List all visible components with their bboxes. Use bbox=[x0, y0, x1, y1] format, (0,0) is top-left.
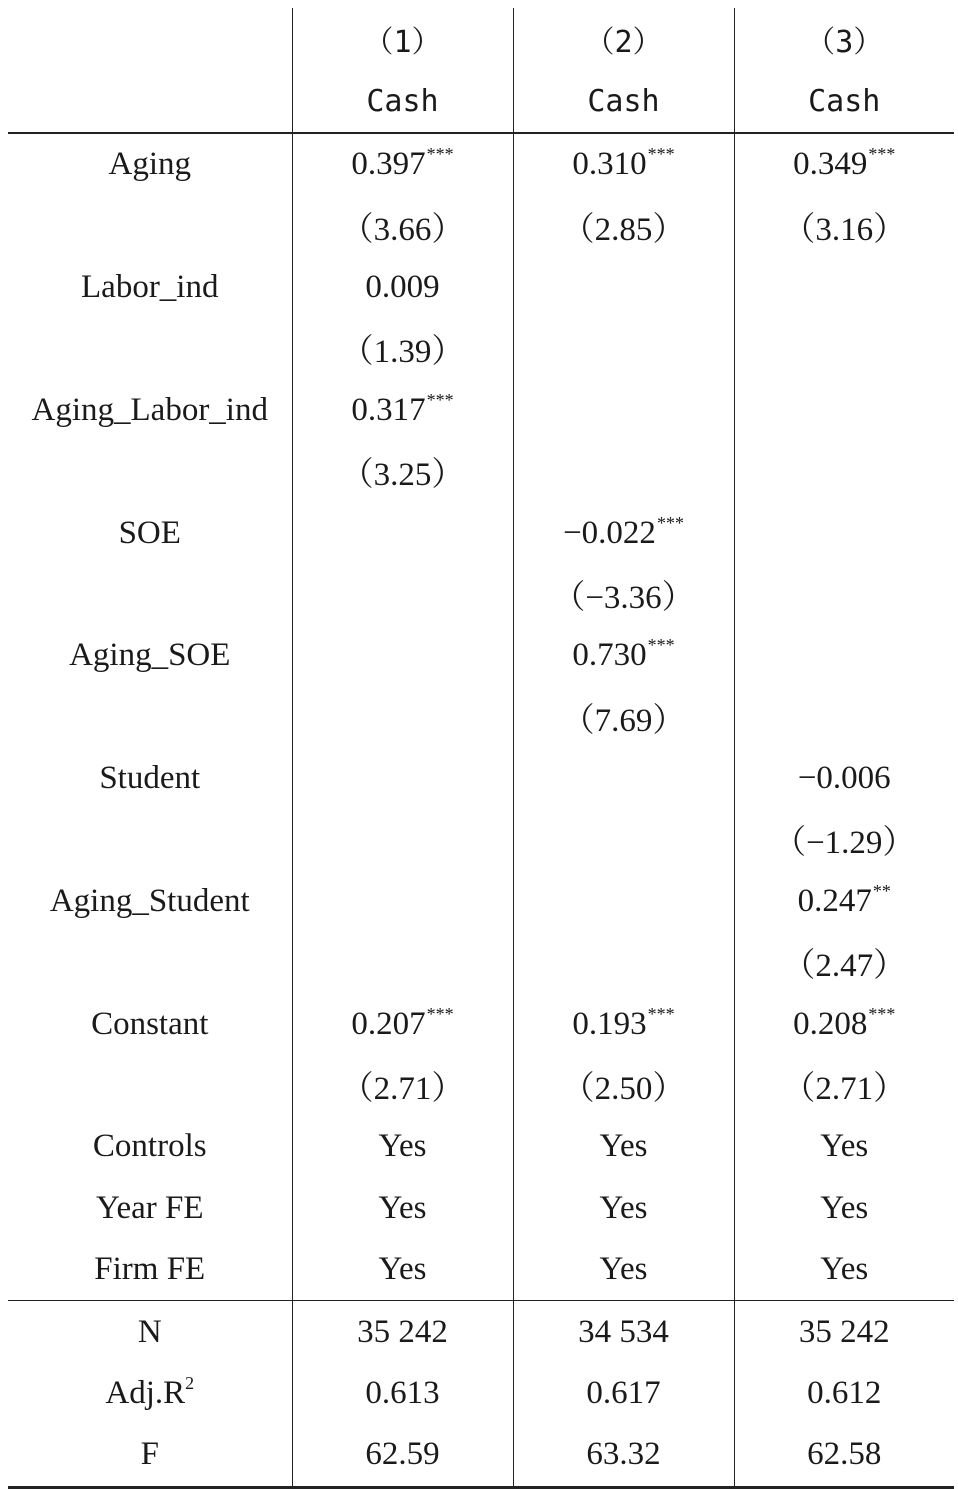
table-row bbox=[8, 1239, 954, 1301]
stat-col-1 bbox=[292, 1363, 513, 1424]
table-row bbox=[8, 257, 954, 318]
table-row bbox=[8, 380, 954, 441]
cell-col-3-value: 0.208 bbox=[793, 1005, 868, 1042]
row-label bbox=[8, 380, 292, 441]
stat-col-1-value: 0.613 bbox=[365, 1375, 440, 1411]
cell-col-3-value: （2.71） bbox=[782, 1071, 907, 1108]
stat-col-1-value: 62.59 bbox=[365, 1436, 440, 1473]
significance-stars: *** bbox=[656, 512, 684, 533]
cell-col-2-value: （7.69） bbox=[561, 702, 686, 739]
cell-col-1 bbox=[292, 1178, 513, 1239]
cell-col-3 bbox=[734, 502, 954, 563]
stat-label-superscript: 2 bbox=[185, 1373, 195, 1393]
cell-col-3-value: Yes bbox=[820, 1189, 869, 1226]
row-label bbox=[8, 1116, 292, 1177]
row-label-value: Aging bbox=[108, 146, 191, 183]
table-row bbox=[8, 502, 954, 563]
cell-col-3 bbox=[734, 564, 954, 625]
stat-col-3-value: 62.58 bbox=[807, 1436, 882, 1473]
cell-col-2-value: −0.022 bbox=[563, 514, 656, 551]
cell-col-1 bbox=[292, 318, 513, 379]
cell-col-1-value: 0.397 bbox=[351, 146, 426, 183]
dep-var-3: Cash bbox=[734, 70, 954, 133]
cell-col-2 bbox=[513, 1178, 734, 1239]
cell-col-2 bbox=[513, 871, 734, 932]
row-label bbox=[8, 993, 292, 1054]
cell-col-1-value: Yes bbox=[378, 1128, 427, 1165]
cell-col-1-value: （2.71） bbox=[340, 1071, 465, 1108]
table-row bbox=[8, 871, 954, 932]
row-label bbox=[8, 809, 292, 870]
stat-col-3-value: 0.612 bbox=[807, 1375, 882, 1411]
header-corner bbox=[8, 8, 292, 70]
row-label bbox=[8, 625, 292, 686]
dep-var-2: Cash bbox=[513, 70, 734, 133]
table-row bbox=[8, 625, 954, 686]
cell-col-2-value: 0.310 bbox=[572, 146, 647, 183]
stats-row bbox=[8, 1301, 954, 1363]
cell-col-3 bbox=[734, 1239, 954, 1301]
row-label-value: Student bbox=[99, 760, 201, 797]
cell-col-2 bbox=[513, 257, 734, 318]
stat-col-2 bbox=[513, 1363, 734, 1424]
cell-col-1 bbox=[292, 133, 513, 195]
cell-col-3 bbox=[734, 748, 954, 809]
row-label-value: Constant bbox=[91, 1005, 209, 1042]
significance-stars: *** bbox=[426, 1003, 454, 1024]
cell-col-2 bbox=[513, 1055, 734, 1116]
stat-col-2 bbox=[513, 1301, 734, 1363]
row-label bbox=[8, 748, 292, 809]
stat-label bbox=[8, 1363, 292, 1424]
cell-col-3 bbox=[734, 441, 954, 502]
cell-col-2-value: Yes bbox=[599, 1189, 648, 1226]
significance-stars: *** bbox=[647, 635, 675, 656]
table-row bbox=[8, 1116, 954, 1177]
cell-col-3-value: （3.16） bbox=[782, 211, 907, 248]
cell-col-2 bbox=[513, 502, 734, 563]
cell-col-3 bbox=[734, 687, 954, 748]
significance-stars: *** bbox=[426, 389, 454, 410]
stats-row bbox=[8, 1424, 954, 1487]
row-label bbox=[8, 932, 292, 993]
cell-col-3 bbox=[734, 195, 954, 256]
row-label-value: Year FE bbox=[95, 1189, 204, 1226]
significance-stars: *** bbox=[868, 1003, 896, 1024]
cell-col-3-value: Yes bbox=[820, 1128, 869, 1165]
row-label-value: SOE bbox=[118, 514, 181, 551]
cell-col-3-value: 0.247 bbox=[797, 882, 872, 919]
row-label bbox=[8, 257, 292, 318]
cell-col-3 bbox=[734, 871, 954, 932]
table-row bbox=[8, 1055, 954, 1116]
table-row bbox=[8, 195, 954, 256]
row-label bbox=[8, 133, 292, 195]
cell-col-1 bbox=[292, 748, 513, 809]
cell-col-1 bbox=[292, 441, 513, 502]
cell-col-3 bbox=[734, 380, 954, 441]
stat-col-3-value: 35 242 bbox=[798, 1313, 890, 1350]
cell-col-1 bbox=[292, 993, 513, 1054]
table-row bbox=[8, 1178, 954, 1239]
stat-col-2-value: 0.617 bbox=[586, 1375, 661, 1411]
stat-col-2-value: 63.32 bbox=[586, 1436, 661, 1473]
cell-col-2 bbox=[513, 318, 734, 379]
cell-col-2 bbox=[513, 809, 734, 870]
cell-col-1 bbox=[292, 195, 513, 256]
cell-col-2 bbox=[513, 932, 734, 993]
cell-col-3 bbox=[734, 1055, 954, 1116]
table-row bbox=[8, 564, 954, 625]
row-label-value: Firm FE bbox=[94, 1251, 206, 1288]
cell-col-1 bbox=[292, 564, 513, 625]
cell-col-3-value: −0.006 bbox=[797, 760, 891, 797]
stat-label bbox=[8, 1424, 292, 1487]
table-row bbox=[8, 932, 954, 993]
stat-col-3 bbox=[734, 1301, 954, 1363]
regression-table bbox=[8, 8, 954, 1489]
table-row bbox=[8, 318, 954, 379]
stat-col-3 bbox=[734, 1424, 954, 1487]
cell-col-3-value: Yes bbox=[820, 1251, 869, 1288]
cell-col-2 bbox=[513, 993, 734, 1054]
cell-col-2 bbox=[513, 380, 734, 441]
stat-col-3 bbox=[734, 1363, 954, 1424]
table-row bbox=[8, 441, 954, 502]
header-row-depvars bbox=[8, 70, 954, 133]
stat-col-1-value: 35 242 bbox=[357, 1313, 448, 1350]
significance-stars: ** bbox=[872, 880, 891, 901]
stat-label-value: Adj.R bbox=[105, 1375, 186, 1411]
table-row bbox=[8, 133, 954, 195]
stat-label-value: N bbox=[137, 1313, 162, 1350]
cell-col-3 bbox=[734, 993, 954, 1054]
row-label bbox=[8, 871, 292, 932]
cell-col-3-value: 0.349 bbox=[793, 146, 868, 183]
cell-col-3 bbox=[734, 932, 954, 993]
cell-col-2 bbox=[513, 1239, 734, 1301]
cell-col-2-value: （2.50） bbox=[561, 1071, 686, 1108]
col-number-3: （3） bbox=[734, 8, 954, 70]
cell-col-2 bbox=[513, 195, 734, 256]
cell-col-2 bbox=[513, 625, 734, 686]
cell-col-3 bbox=[734, 257, 954, 318]
cell-col-2 bbox=[513, 1116, 734, 1177]
cell-col-2-value: 0.193 bbox=[572, 1005, 647, 1042]
stats-row bbox=[8, 1363, 954, 1424]
cell-col-3 bbox=[734, 1116, 954, 1177]
cell-col-3 bbox=[734, 318, 954, 379]
stat-label bbox=[8, 1301, 292, 1363]
cell-col-2-value: Yes bbox=[599, 1128, 648, 1165]
significance-stars: *** bbox=[647, 1003, 675, 1024]
cell-col-1 bbox=[292, 809, 513, 870]
cell-col-1 bbox=[292, 1239, 513, 1301]
cell-col-1-value: （3.66） bbox=[340, 211, 465, 248]
cell-col-2-value: Yes bbox=[599, 1251, 648, 1288]
row-label-value: Aging_SOE bbox=[69, 637, 231, 674]
cell-col-2 bbox=[513, 748, 734, 809]
cell-col-1 bbox=[292, 625, 513, 686]
table-row bbox=[8, 748, 954, 809]
cell-col-1-value: Yes bbox=[378, 1189, 427, 1226]
row-label-value: Aging_Student bbox=[49, 882, 250, 919]
cell-col-1 bbox=[292, 871, 513, 932]
cell-col-3 bbox=[734, 809, 954, 870]
row-label bbox=[8, 687, 292, 748]
cell-col-1-value: （1.39） bbox=[340, 334, 465, 371]
cell-col-1 bbox=[292, 502, 513, 563]
row-label-value: Aging_Labor_ind bbox=[31, 391, 268, 428]
row-label bbox=[8, 441, 292, 502]
cell-col-1 bbox=[292, 1116, 513, 1177]
row-label-value: Labor_ind bbox=[81, 268, 219, 305]
header-corner-2 bbox=[8, 70, 292, 133]
row-label bbox=[8, 1055, 292, 1116]
cell-col-1 bbox=[292, 380, 513, 441]
stat-col-2-value: 34 534 bbox=[578, 1313, 669, 1350]
cell-col-1 bbox=[292, 1055, 513, 1116]
cell-col-2 bbox=[513, 133, 734, 195]
cell-col-2-value: 0.730 bbox=[572, 637, 647, 674]
cell-col-3-value: （−1.29） bbox=[773, 825, 916, 862]
cell-col-2 bbox=[513, 441, 734, 502]
cell-col-1-value: 0.317 bbox=[351, 391, 426, 428]
table-row bbox=[8, 809, 954, 870]
cell-col-1-value: 0.207 bbox=[351, 1005, 426, 1042]
row-label bbox=[8, 1239, 292, 1301]
cell-col-1 bbox=[292, 687, 513, 748]
cell-col-2 bbox=[513, 564, 734, 625]
stat-col-1 bbox=[292, 1424, 513, 1487]
row-label-value: Controls bbox=[92, 1128, 207, 1165]
significance-stars: *** bbox=[647, 144, 675, 165]
table-row bbox=[8, 687, 954, 748]
col-number-2: （2） bbox=[513, 8, 734, 70]
cell-col-3-value: （2.47） bbox=[782, 948, 907, 985]
cell-col-2-value: （−3.36） bbox=[552, 579, 695, 616]
row-label bbox=[8, 502, 292, 563]
row-label bbox=[8, 318, 292, 379]
cell-col-1 bbox=[292, 932, 513, 993]
row-label bbox=[8, 564, 292, 625]
stat-col-2 bbox=[513, 1424, 734, 1487]
cell-col-3 bbox=[734, 1178, 954, 1239]
cell-col-2 bbox=[513, 687, 734, 748]
cell-col-1-value: 0.009 bbox=[365, 268, 440, 305]
significance-stars: *** bbox=[868, 144, 896, 165]
table-row bbox=[8, 993, 954, 1054]
stat-label-value: F bbox=[140, 1436, 159, 1473]
cell-col-3 bbox=[734, 625, 954, 686]
header-row-numbers bbox=[8, 8, 954, 70]
cell-col-1-value: Yes bbox=[378, 1251, 427, 1288]
col-number-1: （1） bbox=[292, 8, 513, 70]
cell-col-1-value: （3.25） bbox=[340, 457, 465, 494]
row-label bbox=[8, 1178, 292, 1239]
row-label bbox=[8, 195, 292, 256]
cell-col-2-value: （2.85） bbox=[561, 211, 686, 248]
cell-col-1 bbox=[292, 257, 513, 318]
significance-stars: *** bbox=[426, 144, 454, 165]
dep-var-1: Cash bbox=[292, 70, 513, 133]
cell-col-3 bbox=[734, 133, 954, 195]
stat-col-1 bbox=[292, 1301, 513, 1363]
